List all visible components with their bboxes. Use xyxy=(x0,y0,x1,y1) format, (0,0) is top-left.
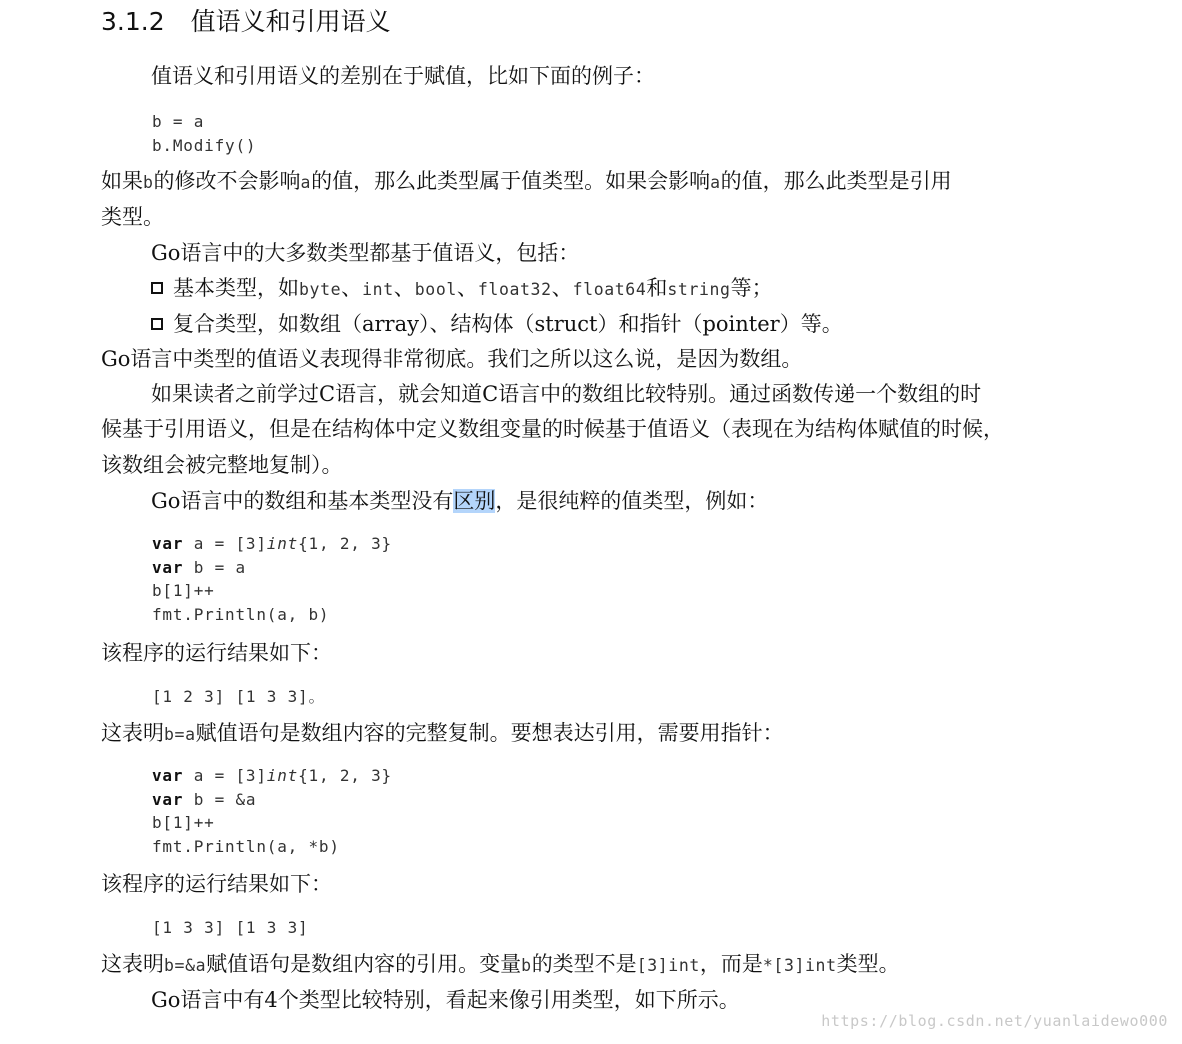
code-block-3 xyxy=(152,764,392,858)
paragraph-copy-explanation: 这表明b=a赋值语句是数组内容的完整复制。要想表达引用，需要用指针： xyxy=(101,721,784,745)
paragraph-result-label-2: 该程序的运行结果如下： xyxy=(101,872,332,896)
bullet-composite-types: 复合类型，如数组（array）、结构体（struct）和指针（pointer）等。 xyxy=(151,309,843,339)
section-number: 3.1.2 xyxy=(101,7,165,36)
paragraph-result-label-1: 该程序的运行结果如下： xyxy=(101,641,332,665)
paragraph-arrays: Go语言中类型的值语义表现得非常彻底。我们之所以这么说，是因为数组。 xyxy=(101,347,803,371)
code-line: var a = [3]int{1, 2, 3} xyxy=(152,766,392,785)
checkbox-bullet-icon xyxy=(151,318,163,330)
paragraph-go-arrays: Go语言中的数组和基本类型没有区别，是很纯粹的值类型，例如： xyxy=(151,489,769,513)
code-line: b = a xyxy=(152,112,205,131)
section-heading xyxy=(101,4,391,40)
paragraph-intro: 值语义和引用语义的差别在于赋值，比如下面的例子： xyxy=(151,64,655,88)
paragraph-value-semantics: Go语言中的大多数类型都基于值语义，包括： xyxy=(151,241,580,265)
paragraph-reference-explanation: 这表明b=&a赋值语句是数组内容的引用。变量b的类型不是[3]int，而是*[3]int类型。 xyxy=(101,952,900,976)
code-line: b[1]++ xyxy=(152,581,215,600)
paragraph-c-line-1: 如果读者之前学过C语言，就会知道C语言中的数组比较特别。通过函数传递一个数组的时 xyxy=(151,382,982,406)
paragraph-definition-line-2: 类型。 xyxy=(101,205,164,229)
checkbox-bullet-icon xyxy=(151,282,163,294)
code-block-1 xyxy=(152,110,256,157)
code-line: fmt.Println(a, b) xyxy=(152,604,330,624)
code-line: var b = a xyxy=(152,557,246,577)
code-line: b[1]++ xyxy=(152,813,215,832)
code-line: var a = [3]int{1, 2, 3} xyxy=(152,534,392,553)
code-line: var b = &a xyxy=(152,789,257,809)
output-block-2: [1 3 3] [1 3 3] xyxy=(152,918,309,937)
paragraph-c-line-2: 候基于引用语义，但是在结构体中定义数组变量的时候基于值语义（表现在为结构体赋值的时候， xyxy=(101,417,1004,441)
paragraph-c-line-3: 该数组会被完整地复制）。 xyxy=(101,453,343,477)
text-selection-highlight[interactable]: 区别 xyxy=(453,489,496,513)
paragraph-four-types: Go语言中有4个类型比较特别，看起来像引用类型，如下所示。 xyxy=(151,988,740,1012)
bullet-basic-types: 基本类型，如byte、int、bool、float32、float64和string等； xyxy=(151,273,773,305)
code-block-2 xyxy=(152,532,392,626)
output-block-1: [1 2 3] [1 3 3]。 xyxy=(152,687,326,706)
code-line: fmt.Println(a, *b) xyxy=(152,836,340,856)
paragraph-definition-line-1: 如果b的修改不会影响a的值，那么此类型属于值类型。如果会影响a的值，那么此类型是引用 xyxy=(101,169,952,193)
code-line: b.Modify() xyxy=(152,135,257,155)
section-title: 值语义和引用语义 xyxy=(190,7,391,36)
watermark-url: https://blog.csdn.net/yuanlaidewo000 xyxy=(821,1012,1168,1030)
